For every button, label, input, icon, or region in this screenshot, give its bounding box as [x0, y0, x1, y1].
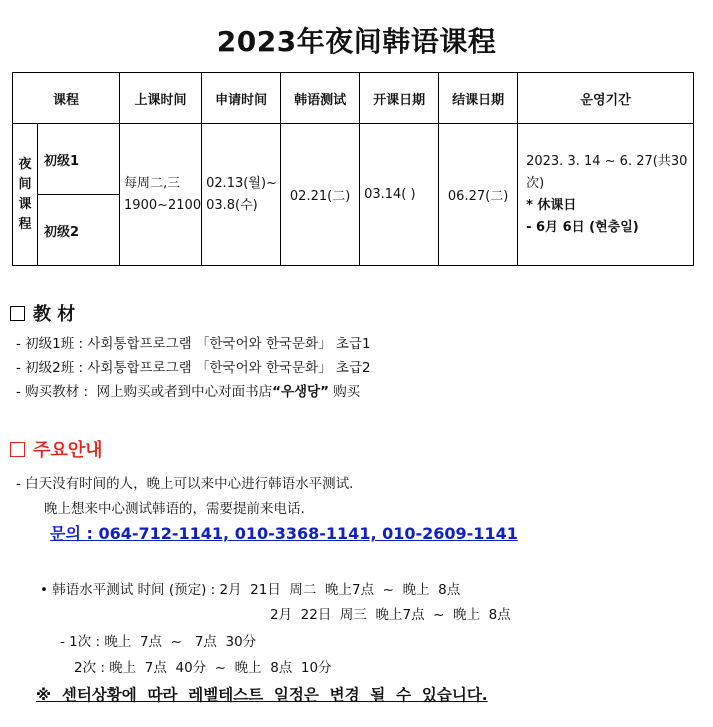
- textbook-buy-line: - 购买教材 : 网上购买或者到中心对面书店“우생당” 购买: [16, 384, 361, 400]
- notice-line-1: - 白天没有时间的人，晚上可以来中心进行韩语水平测试.: [16, 476, 354, 492]
- class-time-cell: 每周二,三 1900~2100: [120, 124, 202, 266]
- textbook-line-1: - 初级1班 : 사회통합프로그램 「한국어와 한국문화」 초급1: [16, 336, 371, 352]
- header-period: 운영기간: [518, 73, 694, 124]
- checkbox-icon: [10, 442, 25, 457]
- apply-time-cell: 02.13(월)~ 03.8(수): [202, 124, 281, 266]
- start-date-cell: 03.14( ): [360, 124, 439, 266]
- contact-link[interactable]: 문의 : 064-712-1141, 010-3368-1141, 010-2609-1141: [50, 524, 518, 543]
- end-date-cell: 06.27(二): [439, 124, 518, 266]
- header-apply-time: 申请时间: [202, 73, 281, 124]
- test-time-line-2: 2月 22日 周三 晚上7点 ~ 晚上 8点: [270, 607, 511, 623]
- textbook-heading: 教 材: [10, 300, 75, 326]
- schedule-table: [12, 72, 694, 266]
- notice-line-2: 晚上想来中心测试韩语的，需要提前来电话.: [44, 501, 305, 517]
- textbook-line-2: - 初级2班 : 사회통합프로그램 「한국어와 한국문화」 초급2: [16, 360, 371, 376]
- table-header-row: [13, 73, 694, 124]
- round-2-line: 2次 : 晚上 7点 40分 ~ 晚上 8点 10分: [74, 660, 332, 676]
- period-cell: 2023. 3. 14 ~ 6. 27(共30次) * 休课日 - 6月 6日 (현충일): [518, 124, 694, 266]
- page-title: 2023年夜间韩语课程: [216, 25, 497, 58]
- header-class-time: 上课时间: [120, 73, 202, 124]
- level-2: 初级2: [38, 195, 120, 266]
- checkbox-icon: [10, 306, 25, 321]
- round-1-line: - 1次 : 晚上 7点 ~ 7点 30分: [60, 634, 257, 650]
- level-1: 初级1: [38, 124, 120, 195]
- header-start-date: 开课日期: [360, 73, 439, 124]
- night-course-label: 夜 间 课 程: [13, 124, 38, 266]
- header-course: 课程: [13, 73, 120, 124]
- header-test: 韩语测试: [281, 73, 360, 124]
- test-time-line-1: • 韩语水平测试 时间 (预定) : 2月 21日 周二 晚上7点 ~ 晚上 8点: [40, 582, 461, 598]
- notice-heading: 주요안내: [10, 436, 103, 462]
- test-date-cell: 02.21(二): [281, 124, 360, 266]
- table-row: [13, 124, 694, 195]
- schedule-change-warning: ※ 센터상황에 따라 레벨테스트 일정은 변경 될 수 있습니다.: [36, 686, 488, 704]
- header-end-date: 结课日期: [439, 73, 518, 124]
